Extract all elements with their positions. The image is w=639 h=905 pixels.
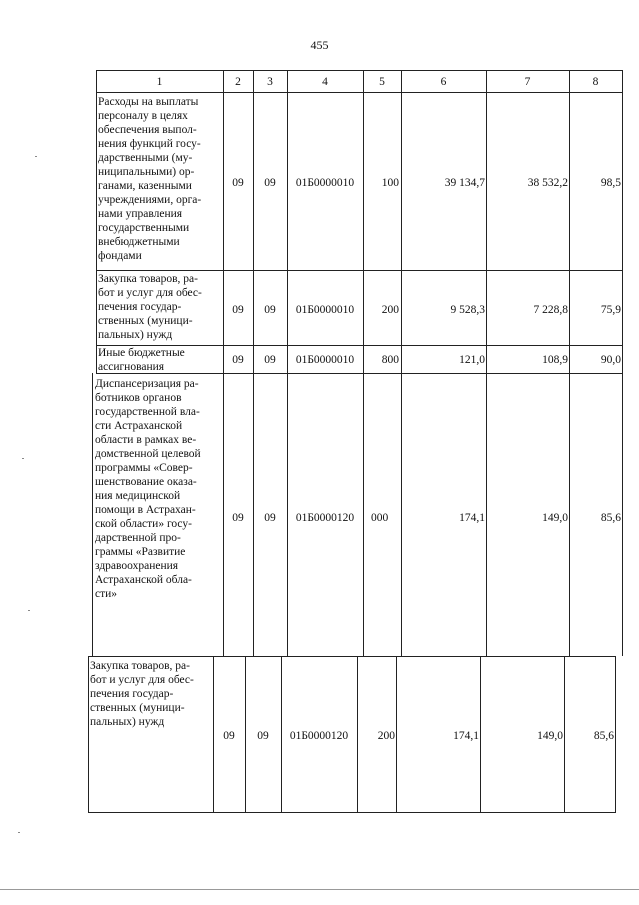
row-fact: 38 532,2 bbox=[527, 177, 568, 189]
row-percent: 85,6 bbox=[593, 730, 614, 742]
row-vr: 200 bbox=[377, 730, 395, 742]
row-fact: 149,0 bbox=[542, 512, 568, 524]
row-percent: 90,0 bbox=[600, 354, 621, 366]
row-percent: 85,6 bbox=[600, 512, 621, 524]
row-rz: 09 bbox=[232, 304, 244, 316]
row-fact: 108,9 bbox=[542, 354, 568, 366]
row-plan: 174,1 bbox=[453, 730, 479, 742]
row-rz: 09 bbox=[232, 512, 244, 524]
row-csr: 01Б0000120 bbox=[295, 512, 355, 524]
row-description: Расходы на выплаты персоналу в целях обеспечения выпол- нения функций госу- дарственными (му- ниципальными) ор- ганами, казенными учреждениями, орга- нами управления государственными внебюджетными фондами bbox=[98, 96, 202, 262]
row-pr: 09 bbox=[264, 512, 276, 524]
row-percent: 98,5 bbox=[600, 177, 621, 189]
scan-edge-line bbox=[0, 889, 639, 890]
row-csr: 01Б0000120 bbox=[289, 730, 349, 742]
row-vr: 000 bbox=[371, 512, 389, 524]
row-plan: 39 134,7 bbox=[444, 177, 485, 189]
row-plan: 9 528,3 bbox=[450, 304, 485, 316]
row-fact: 149,0 bbox=[537, 730, 563, 742]
scan-speck bbox=[18, 832, 20, 833]
row-fact: 7 228,8 bbox=[533, 304, 568, 316]
header-col-5: 5 bbox=[379, 76, 385, 88]
header-col-1: 1 bbox=[156, 76, 163, 88]
row-csr: 01Б0000010 bbox=[295, 304, 355, 316]
row-description: Закупка товаров, ра- бот и услуг для обес- печения государ- ственных (муници- пальных) нужд bbox=[98, 273, 202, 341]
row-csr: 01Б0000010 bbox=[295, 177, 355, 189]
row-vr: 200 bbox=[381, 304, 399, 316]
row-vr: 100 bbox=[381, 177, 399, 189]
header-col-4: 4 bbox=[322, 76, 328, 88]
row-description: Иные бюджетные ассигнования bbox=[98, 347, 185, 373]
header-col-2: 2 bbox=[235, 76, 241, 88]
row-description: Диспансеризация ра- ботников органов государственной вла- сти Астраханской области в рамках ве- домственной целевой программы «Совер- шенствование оказа- ния медицинской помощи в Астрахан- ской области» госу- дарственной про- граммы «Развитие здравоохранения Астраханской обла- сти» bbox=[95, 378, 201, 600]
row-plan: 121,0 bbox=[459, 354, 485, 366]
row-pr: 09 bbox=[264, 354, 276, 366]
header-col-3: 3 bbox=[267, 76, 273, 88]
row-vr: 800 bbox=[381, 354, 399, 366]
row-rz: 09 bbox=[232, 177, 244, 189]
scan-speck bbox=[28, 610, 30, 611]
scan-speck bbox=[22, 458, 24, 459]
page-number: 455 bbox=[310, 38, 329, 52]
header-col-6: 6 bbox=[440, 76, 447, 88]
scan-speck bbox=[35, 156, 37, 157]
row-rz: 09 bbox=[232, 354, 244, 366]
row-percent: 75,9 bbox=[600, 304, 621, 316]
row-rz: 09 bbox=[223, 730, 235, 742]
row-pr: 09 bbox=[257, 730, 269, 742]
row-csr: 01Б0000010 bbox=[295, 354, 355, 366]
row-plan: 174,1 bbox=[459, 512, 485, 524]
row-pr: 09 bbox=[264, 177, 276, 189]
header-col-7: 7 bbox=[524, 76, 531, 88]
row-pr: 09 bbox=[264, 304, 276, 316]
row-description: Закупка товаров, ра- бот и услуг для обес- печения государ- ственных (муници- пальных) нужд bbox=[90, 660, 194, 728]
header-col-8: 8 bbox=[592, 76, 599, 88]
